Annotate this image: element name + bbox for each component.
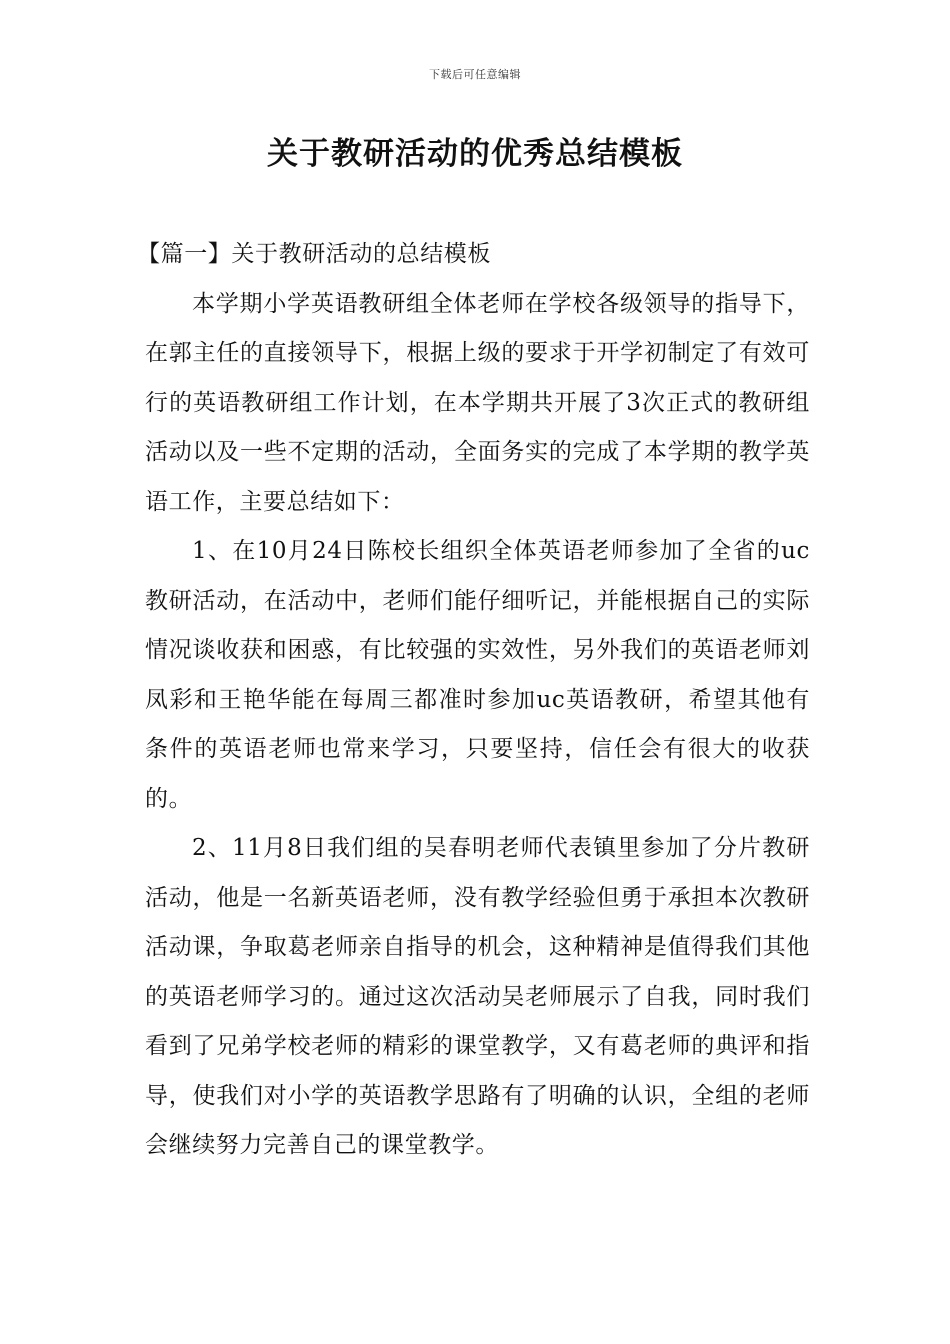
paragraph-item-2: 2、11月8日我们组的吴春明老师代表镇里参加了分片教研活动，他是一名新英语老师，没有教学经验但勇于承担本次教研活动课，争取葛老师亲自指导的机会，这种精神是值得我们其他的英语老师学习的。通过这次活动吴老师展示了自我，同时我们看到了兄弟学校老师的精彩的课堂教学，又有葛老师的典评和指导，使我们对小学的英语教学思路有了明确的认识，全组的老师会继续努力完善自己的课堂教学。: [145, 835, 810, 1158]
document-body: [137, 230, 810, 1171]
paragraph-intro: 本学期小学英语教研组全体老师在学校各级领导的指导下，在郭主任的直接领导下，根据上级的要求于开学初制定了有效可行的英语教研组工作计划，在本学期共开展了3次正式的教研组活动以及一些不定期的活动，全面务实的完成了本学期的教学英语工作，主要总结如下：: [145, 290, 810, 515]
document-title: 关于教研活动的优秀总结模板: [267, 136, 683, 172]
paragraph-item-1: 1、在10月24日陈校长组织全体英语老师参加了全省的uc教研活动，在活动中，老师们能仔细听记，并能根据自己的实际情况谈收获和困惑，有比较强的实效性，另外我们的英语老师刘凤彩和王艳华能在每周三都准时参加uc英语教研，希望其他有条件的英语老师也常来学习，只要坚持，信任会有很大的收获的。: [145, 538, 810, 812]
header-note: 下载后可任意编辑: [429, 68, 521, 81]
section-heading: 【篇一】关于教研活动的总结模板: [137, 241, 491, 267]
